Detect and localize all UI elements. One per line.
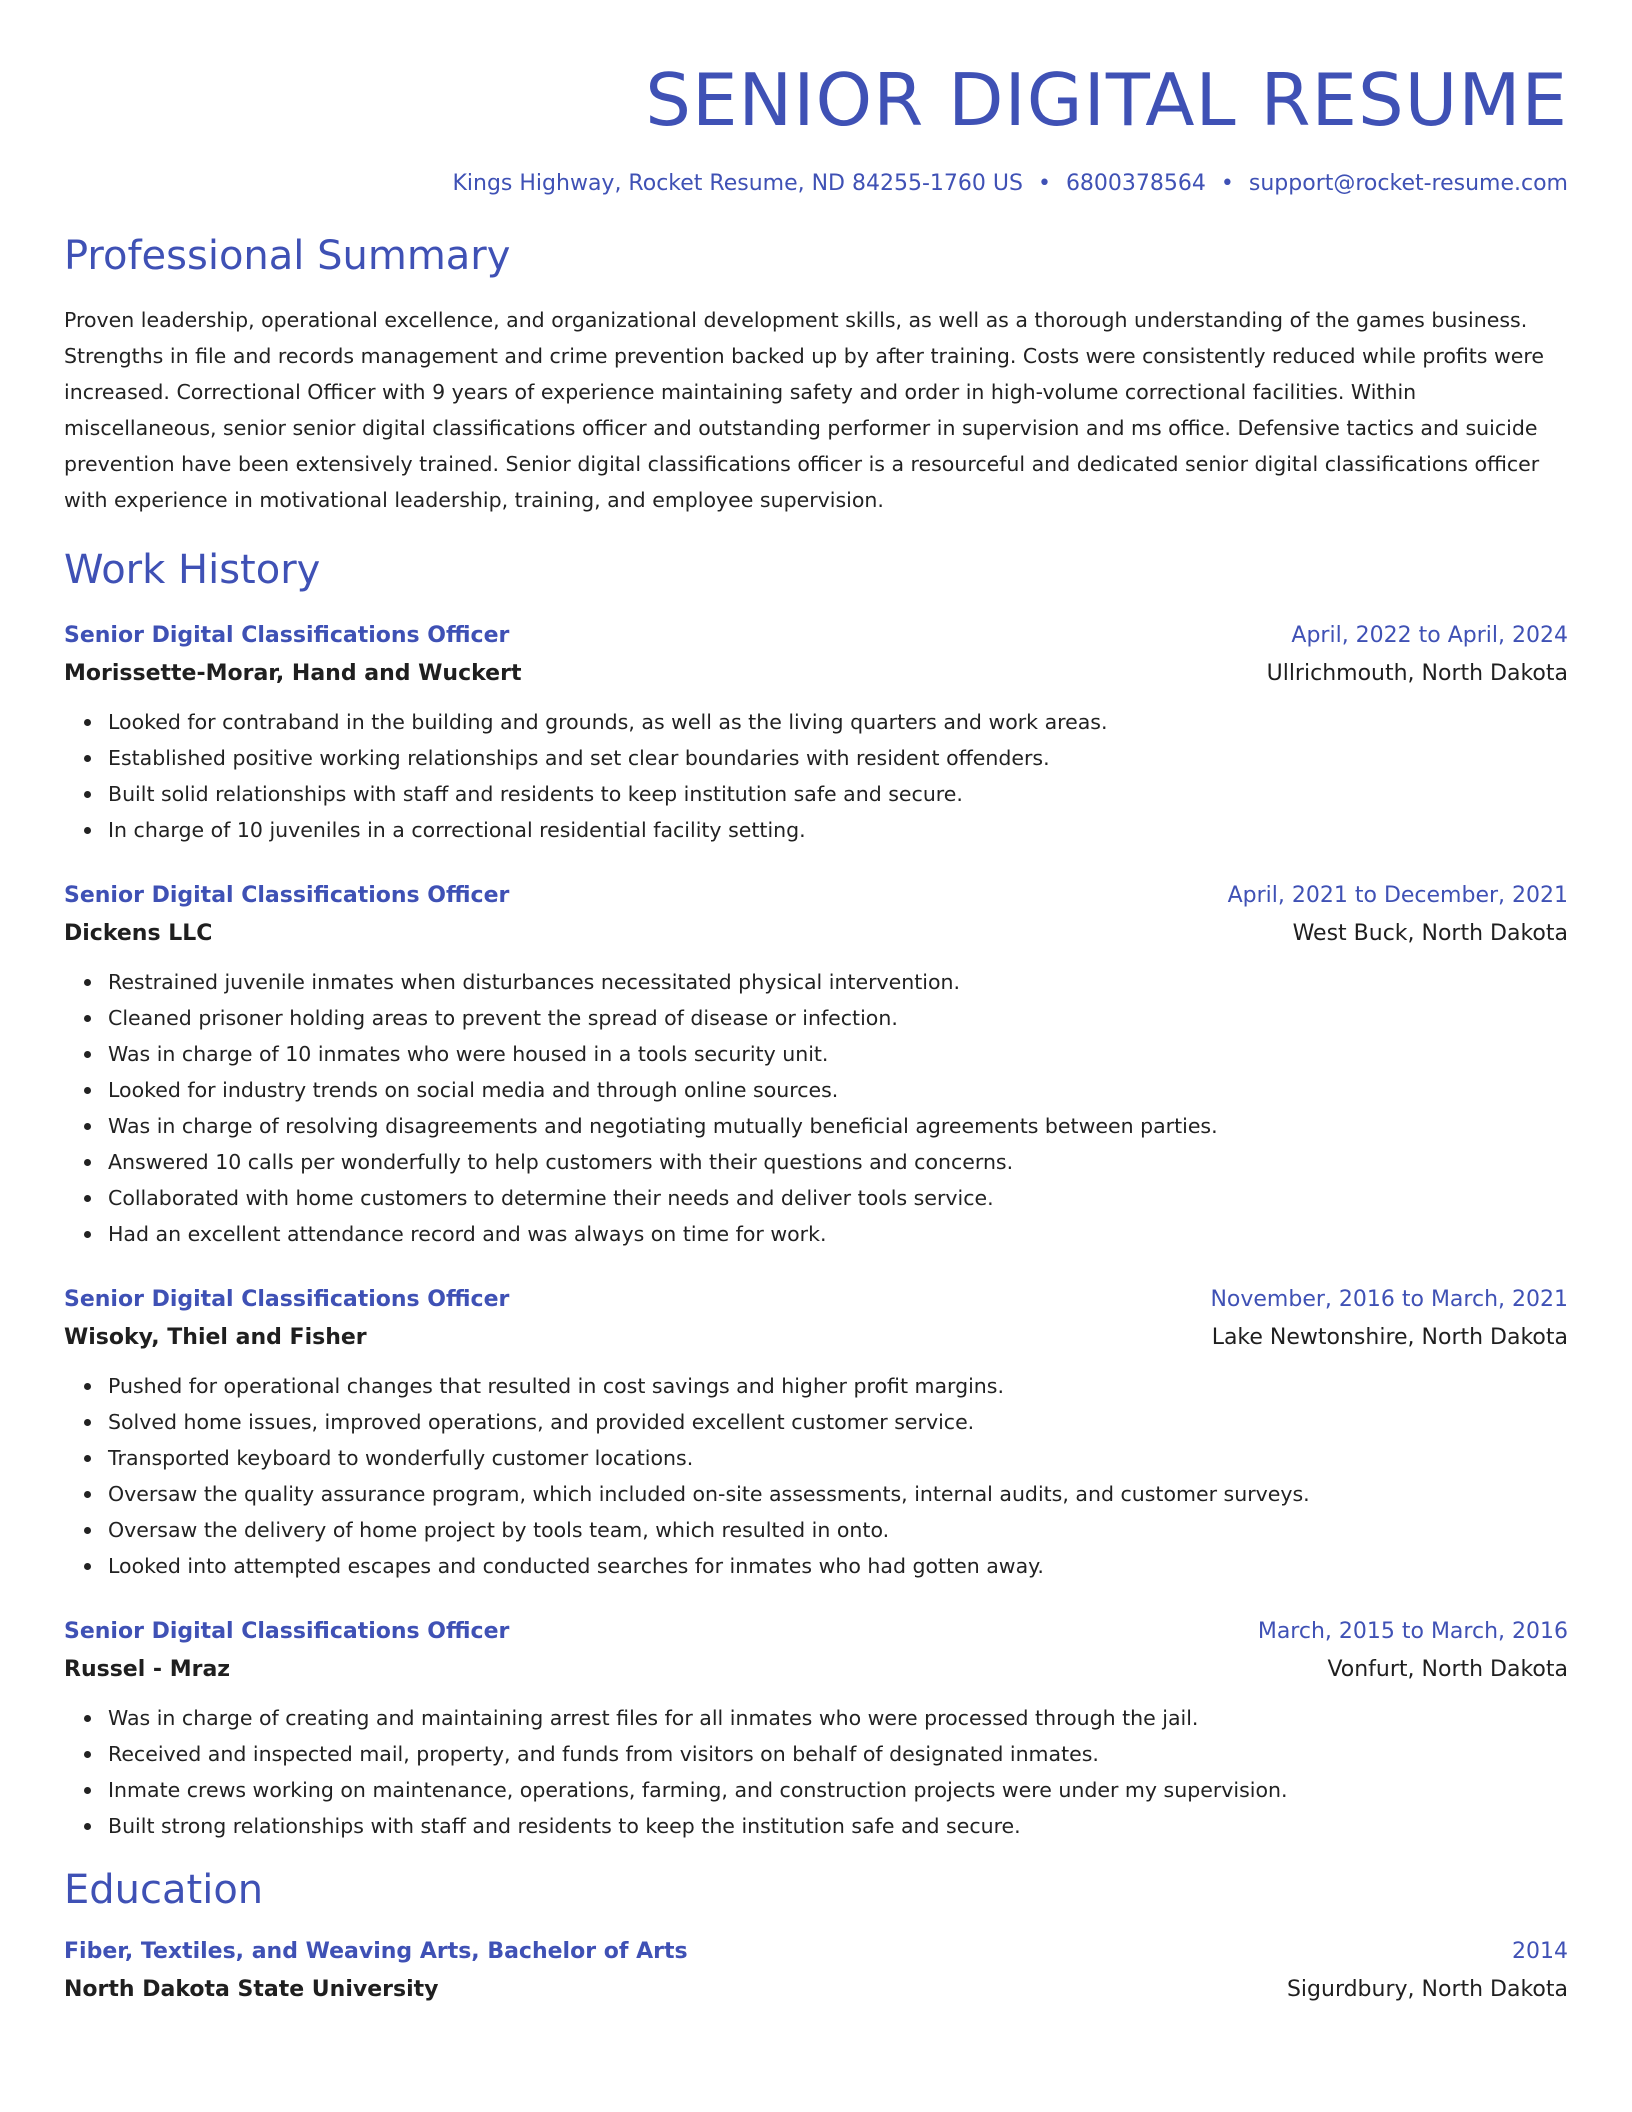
job-bullet: Inmate crews working on maintenance, operations, farming, and construction projects were under my supervision. <box>108 1772 1568 1808</box>
job-bullet: Was in charge of 10 inmates who were housed in a tools security unit. <box>108 1036 1568 1072</box>
job-bullet: Cleaned prisoner holding areas to prevent the spread of disease or infection. <box>108 1000 1568 1036</box>
section-heading-summary: Professional Summary <box>64 233 511 279</box>
job-bullet-list <box>64 964 1568 1252</box>
contact-separator: • <box>1220 171 1234 196</box>
job-bullet: In charge of 10 juveniles in a correctional residential facility setting. <box>108 812 1568 848</box>
education-location: Sigurdbury, North Dakota <box>1286 1977 1568 2002</box>
resume-header <box>64 0 1568 200</box>
job-title: Senior Digital Classifications Officer <box>64 1287 510 1312</box>
job-entry <box>64 1282 1568 1584</box>
job-bullet-list <box>64 704 1568 848</box>
job-dates: April, 2021 to December, 2021 <box>1227 883 1568 908</box>
job-bullet: Looked for industry trends on social media and through online sources. <box>108 1072 1568 1108</box>
job-bullet: Built solid relationships with staff and residents to keep institution safe and secure. <box>108 776 1568 812</box>
job-dates: March, 2015 to March, 2016 <box>1257 1619 1568 1644</box>
summary-text: Proven leadership, operational excellence, and organizational development skills, as well as a thorough understanding of the games business. Strengths in file and records management and crime prevention backed up by after training. Costs were consistently reduced while profits were increased. Correctional Officer with 9 years of experience maintaining safety and order in high-volume correctional facilities. Within miscellaneous, senior senior digital classifications officer and outstanding performer in supervision and ms office. Defensive tactics and suicide prevention have been extensively trained. Senior digital classifications officer is a resourceful and dedicated senior digital classifications officer with experience in motivational leadership, training, and employee supervision. <box>64 308 1544 512</box>
job-entry <box>64 1614 1568 1844</box>
job-title: Senior Digital Classifications Officer <box>64 623 510 648</box>
resume-title: SENIOR DIGITAL RESUME <box>645 58 1568 142</box>
job-employer: Wisoky, Thiel and Fisher <box>64 1325 367 1350</box>
contact-line <box>64 168 1568 200</box>
job-location: Lake Newtonshire, North Dakota <box>1211 1325 1568 1350</box>
job-bullet: Had an excellent attendance record and was always on time for work. <box>108 1216 1568 1252</box>
job-title: Senior Digital Classifications Officer <box>64 883 510 908</box>
job-bullet: Oversaw the quality assurance program, which included on-site assessments, internal audits, and customer surveys. <box>108 1476 1568 1512</box>
job-employer: Morissette-Morar, Hand and Wuckert <box>64 661 522 686</box>
job-location: Vonfurt, North Dakota <box>1327 1657 1568 1682</box>
job-entry <box>64 878 1568 1252</box>
job-bullet: Answered 10 calls per wonderfully to help customers with their questions and concerns. <box>108 1144 1568 1180</box>
education-school: North Dakota State University <box>64 1977 439 2002</box>
job-bullet: Was in charge of resolving disagreements and negotiating mutually beneficial agreements between parties. <box>108 1108 1568 1144</box>
job-bullet: Oversaw the delivery of home project by tools team, which resulted in onto. <box>108 1512 1568 1548</box>
job-employer: Dickens LLC <box>64 921 213 946</box>
education-entry <box>64 1934 1568 2010</box>
job-bullet: Solved home issues, improved operations, and provided excellent customer service. <box>108 1404 1568 1440</box>
job-dates: April, 2022 to April, 2024 <box>1291 623 1568 648</box>
job-dates: November, 2016 to March, 2021 <box>1210 1287 1568 1312</box>
contact-separator: • <box>1037 171 1051 196</box>
contact-address: Kings Highway, Rocket Resume, ND 84255-1760 US <box>452 171 1023 196</box>
section-heading-work-history: Work History <box>64 547 321 593</box>
job-bullet: Built strong relationships with staff and residents to keep the institution safe and secure. <box>108 1808 1568 1844</box>
job-bullet: Received and inspected mail, property, and funds from visitors on behalf of designated inmates. <box>108 1736 1568 1772</box>
job-location: West Buck, North Dakota <box>1292 921 1568 946</box>
contact-phone: 6800378564 <box>1065 171 1206 196</box>
job-title: Senior Digital Classifications Officer <box>64 1619 510 1644</box>
job-bullet: Pushed for operational changes that resulted in cost savings and higher profit margins. <box>108 1368 1568 1404</box>
job-bullet: Was in charge of creating and maintaining arrest files for all inmates who were processed through the jail. <box>108 1700 1568 1736</box>
job-entry <box>64 618 1568 848</box>
education-year: 2014 <box>1512 1939 1568 1964</box>
section-heading-education: Education <box>64 1867 264 1913</box>
job-bullet: Established positive working relationships and set clear boundaries with resident offenders. <box>108 740 1568 776</box>
job-bullet-list <box>64 1700 1568 1844</box>
job-bullet: Transported keyboard to wonderfully customer locations. <box>108 1440 1568 1476</box>
education-degree: Fiber, Textiles, and Weaving Arts, Bachelor of Arts <box>64 1939 688 1964</box>
job-location: Ullrichmouth, North Dakota <box>1266 661 1568 686</box>
job-bullet: Restrained juvenile inmates when disturbances necessitated physical intervention. <box>108 964 1568 1000</box>
job-employer: Russel - Mraz <box>64 1657 231 1682</box>
job-bullet: Looked for contraband in the building and grounds, as well as the living quarters and work areas. <box>108 704 1568 740</box>
job-bullet: Looked into attempted escapes and conducted searches for inmates who had gotten away. <box>108 1548 1568 1584</box>
contact-email: support@rocket-resume.com <box>1248 171 1568 196</box>
job-bullet: Collaborated with home customers to determine their needs and deliver tools service. <box>108 1180 1568 1216</box>
job-bullet-list <box>64 1368 1568 1584</box>
